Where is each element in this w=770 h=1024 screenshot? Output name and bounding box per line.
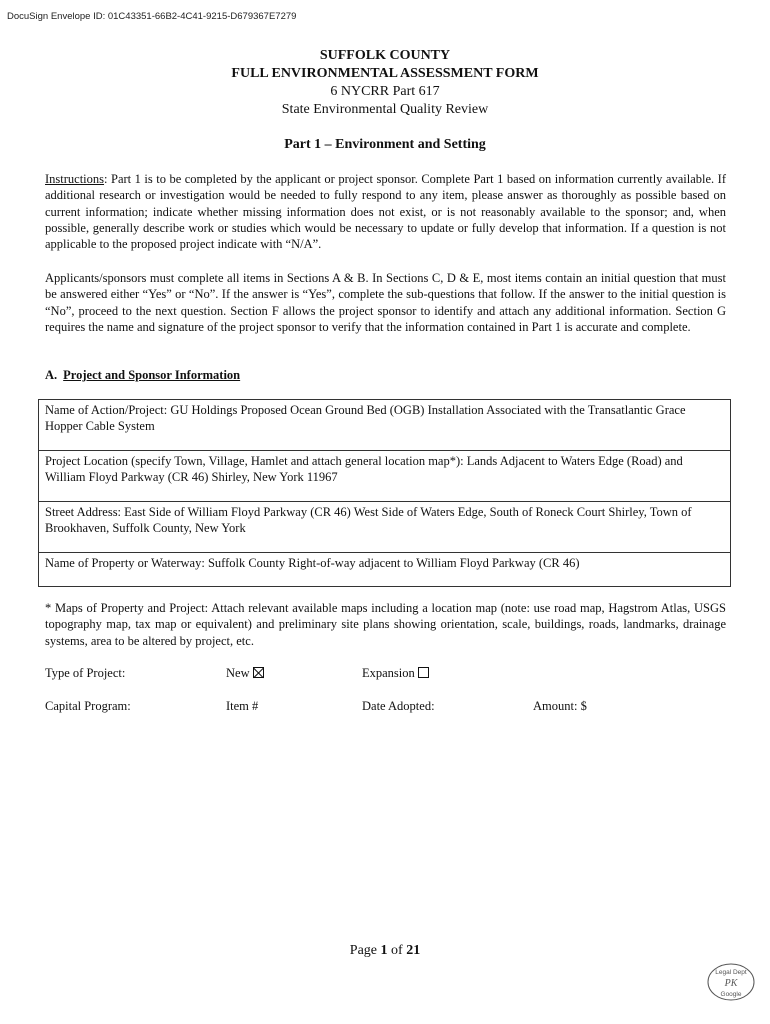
date-adopted-label: Date Adopted: — [362, 699, 435, 713]
project-type-expansion — [362, 666, 429, 681]
section-a-heading — [45, 368, 240, 383]
page-prefix: Page — [349, 943, 381, 958]
new-label: New — [226, 666, 250, 680]
form-header — [0, 47, 770, 119]
project-name-row[interactable]: Name of Action/Project: GU Holdings Proposed Ocean Ground Bed (OGB) Installation Associated with the Transatlantic Grace Hopper Cable System — [39, 400, 730, 451]
stamp-initials: PK — [724, 978, 738, 989]
page-footer — [0, 943, 770, 959]
project-type-new — [226, 666, 264, 681]
applicants-paragraph: Applicants/sponsors must complete all items in Sections A & B. In Sections C, D & E, most items contain an initial question that must be answered either “Yes” or “No”. If the answer is “Yes”, complete the sub-questions that follow. If the answer to the initial question is “No”, proceed to the next question. Section F allows the project sponsor to identify and attach any additional information. Section G requires the name and signature of the project sponsor to verify that the information contained in Part 1 is accurate and complete. — [45, 271, 726, 334]
docusign-envelope-id: DocuSign Envelope ID: 01C43351-66B2-4C41-9215-D679367E7279 — [7, 11, 297, 22]
project-info-table — [38, 399, 731, 587]
amount-label: Amount: $ — [533, 699, 587, 713]
header-review: State Environmental Quality Review — [281, 102, 489, 117]
project-location-row[interactable]: Project Location (specify Town, Village, Hamlet and attach general location map*): Lands Adjacent to Waters Edge (Road) and William Floyd Parkway (CR 46) Shirley, New York 11967 — [39, 451, 730, 502]
property-name-row[interactable]: Name of Property or Waterway: Suffolk County Right-of-way adjacent to William Floyd Parkway (CR 46) — [45, 556, 580, 570]
header-regulation: 6 NYCRR Part 617 — [330, 84, 440, 99]
page-number: 1 — [380, 943, 388, 958]
section-a-number: A. — [45, 368, 58, 382]
item-number-label: Item # — [226, 699, 259, 713]
stamp-top-text: Legal Dept — [715, 969, 747, 976]
stamp-bottom-text: Google — [720, 991, 742, 998]
instructions-label: Instructions — [45, 172, 105, 186]
section-a-title: Project and Sponsor Information — [63, 368, 241, 382]
header-county: SUFFOLK COUNTY — [319, 48, 451, 63]
capital-program-label: Capital Program: — [45, 699, 131, 713]
page-total: 21 — [406, 943, 421, 958]
expansion-checkbox[interactable] — [418, 667, 429, 678]
header-form-title: FULL ENVIRONMENTAL ASSESSMENT FORM — [231, 66, 539, 81]
project-type-label: Type of Project: — [45, 666, 126, 680]
part-title: Part 1 – Environment and Setting — [284, 137, 486, 152]
instructions-text: : Part 1 is to be completed by the applicant or project sponsor. Complete Part 1 based on information currently available. If additional research or investigation would be needed to fully respond to any item, please answer as thoroughly as possible based on current information; indicate whether missing information does not exist, or is not reasonably available to the sponsor; and, when possible, generally describe work or studies which would be necessary to update or fully develop that information. If a question is not applicable to the proposed project indicate with “N/A”. — [45, 172, 726, 252]
expansion-label: Expansion — [362, 666, 415, 680]
maps-note: * Maps of Property and Project: Attach relevant available maps including a location map (note: use road map, Hagstrom Atlas, USGS topography map, tax map or equivalent) and preliminary site plans showing orientation, scale, buildings, roads, landmarks, drainage systems, area to be altered by project, etc. — [45, 601, 726, 648]
page-of: of — [387, 943, 407, 958]
street-address-row[interactable]: Street Address: East Side of William Floyd Parkway (CR 46) West Side of Waters Edge, South of Roneck Court Shirley, Town of Brookhaven, Suffolk County, New York — [39, 502, 730, 553]
new-checkbox[interactable] — [253, 667, 264, 678]
legal-stamp-icon — [706, 962, 756, 1002]
instructions-paragraph — [45, 171, 726, 252]
